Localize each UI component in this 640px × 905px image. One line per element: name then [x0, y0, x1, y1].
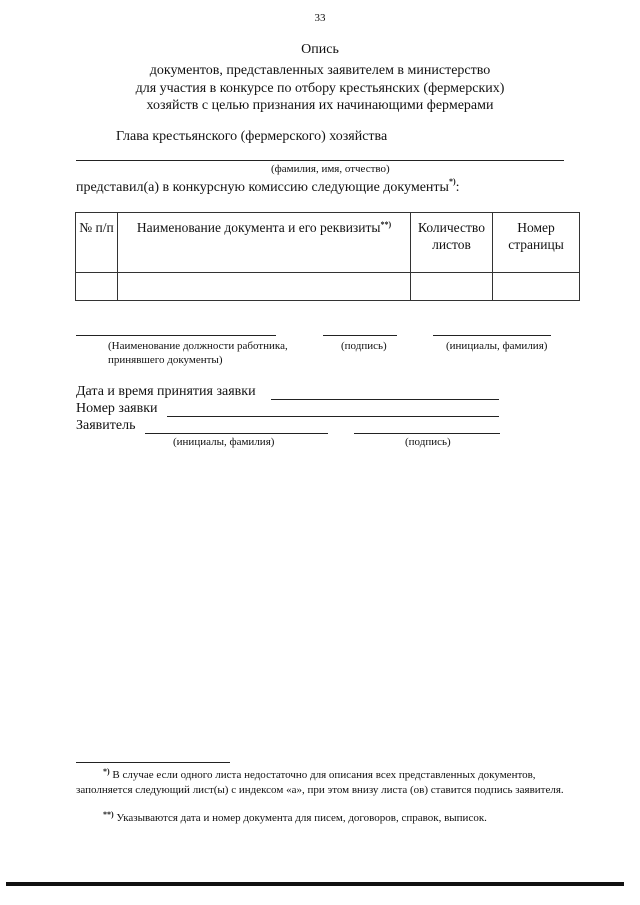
footnote-separator — [76, 762, 230, 763]
applicant-initials-caption: (инициалы, фамилия) — [173, 436, 275, 448]
app-number-label: Номер заявки — [76, 401, 158, 416]
fio-line — [76, 160, 564, 161]
heading-line: хозяйств с целью признания их начинающими фермерами — [146, 98, 494, 113]
applicant-signature-line — [354, 433, 500, 434]
app-number-line — [167, 416, 499, 417]
header-name-text: Наименование документа и его реквизиты — [136, 220, 381, 235]
table-row — [76, 273, 580, 301]
submitted-text-line — [76, 177, 460, 196]
header-sheets: Количество листов — [411, 213, 493, 273]
footnote-2 — [103, 811, 580, 826]
footnote-1-text: В случае если одного листа недостаточно для описания всех представленных документов, заполняется следующий лист(ы) с индексом «а», при этом внизу листа (ов) ставится подпись заявителя. — [76, 769, 564, 796]
date-time-label: Дата и время принятия заявки — [76, 384, 256, 399]
submitted-text: представил(а) в конкурсную комиссию следующие документы — [76, 180, 449, 195]
footnote-1 — [76, 768, 580, 797]
footnote-2-text: Указываются дата и номер документа для писем, договоров, справок, выписок. — [113, 812, 487, 824]
applicant-initials-line — [145, 433, 328, 434]
date-time-line — [271, 399, 499, 400]
fio-caption: (фамилия, имя, отчество) — [271, 163, 390, 175]
footnote-ref-2: **) — [380, 220, 392, 229]
initials-line — [433, 335, 551, 336]
head-of-farm-label: Глава крестьянского (фермерского) хозяйства — [116, 129, 388, 144]
applicant-label: Заявитель — [76, 418, 136, 433]
position-caption: (Наименование должности работника, принявшего документы) — [108, 340, 288, 366]
heading-line: документов, представленных заявителем в министерство — [149, 63, 491, 78]
document-title: Опись — [301, 42, 339, 57]
signature-line — [323, 335, 397, 336]
footnote-1-mark: *) — [103, 767, 110, 776]
header-num: № п/п — [76, 213, 118, 273]
position-line — [76, 335, 276, 336]
header-name — [118, 213, 411, 273]
heading-line: для участия в конкурсе по отбору крестьянских (фермерских) — [135, 80, 505, 96]
bottom-border-bar — [6, 882, 624, 886]
cell-empty — [118, 273, 411, 301]
initials-caption: (инициалы, фамилия) — [446, 340, 548, 352]
submitted-suffix: : — [455, 180, 460, 195]
signature-caption: (подпись) — [341, 340, 387, 352]
cell-empty — [76, 273, 118, 301]
documents-table — [75, 212, 580, 301]
cell-empty — [411, 273, 493, 301]
document-heading — [0, 62, 640, 115]
table-header-row — [76, 213, 580, 273]
page-number: 33 — [314, 12, 326, 24]
footnote-ref-1: *) — [448, 177, 456, 186]
footnote-2-mark: **) — [103, 810, 114, 819]
applicant-signature-caption: (подпись) — [405, 436, 451, 448]
header-page: Номер страницы — [493, 213, 580, 273]
cell-empty — [493, 273, 580, 301]
